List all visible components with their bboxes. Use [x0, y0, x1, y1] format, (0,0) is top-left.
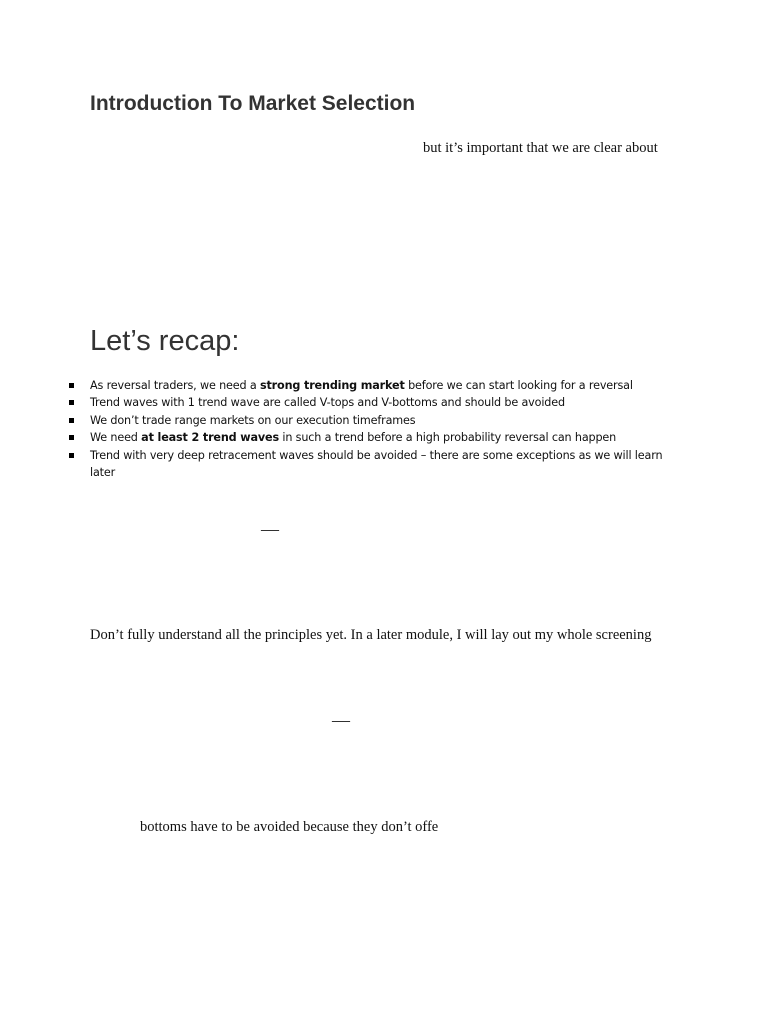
list-item: Trend waves with 1 trend wave are called V-tops and V-bottoms and should be avoided [90, 394, 670, 411]
dash-glyph: — [261, 519, 279, 539]
list-item: Trend with very deep retracement waves should be avoided – there are some exceptions as we will learn later [90, 447, 670, 482]
list-item: As reversal traders, we need a strong trending market before we can start looking for a reversal [90, 377, 670, 394]
list-item: We need at least 2 trend waves in such a trend before a high probability reversal can happen [90, 429, 670, 446]
page-title: Introduction To Market Selection [90, 92, 416, 115]
bottom-fragment: bottoms have to be avoided because they don’t offe [140, 819, 439, 835]
recap-heading: Let’s recap: [90, 325, 240, 357]
paragraph-fragment: Don’t fully understand all the principles yet. In a later module, I will lay out my whole screening [90, 627, 652, 643]
recap-list [90, 377, 670, 481]
intro-fragment: but it’s important that we are clear about [423, 140, 658, 156]
list-item: We don’t trade range markets on our execution timeframes [90, 412, 670, 429]
dash-glyph: — [332, 710, 350, 730]
